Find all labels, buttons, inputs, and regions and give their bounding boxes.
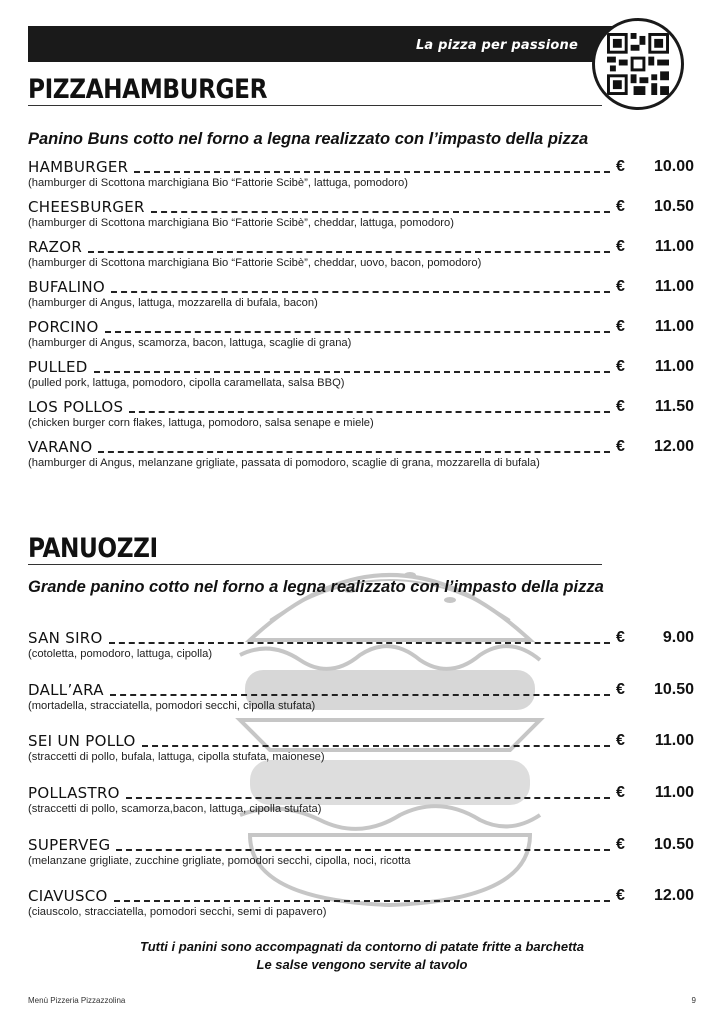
currency-symbol: € bbox=[616, 438, 625, 455]
dotted-leader bbox=[151, 211, 610, 213]
item-description: (pulled pork, lattuga, pomodoro, cipolla caramellata, salsa BBQ) bbox=[28, 377, 345, 389]
item-price: 11.00 bbox=[654, 358, 694, 375]
item-name: BUFALINO bbox=[28, 278, 105, 296]
page-number: 9 bbox=[691, 996, 696, 1005]
menu-item bbox=[28, 834, 694, 870]
item-description: (hamburger di Angus, melanzane grigliate, passata di pomodoro, scaglie di grana, mozzarella di bufala) bbox=[28, 457, 540, 469]
item-price: 10.50 bbox=[653, 681, 694, 698]
header-bar bbox=[28, 26, 618, 62]
item-price: 11.00 bbox=[654, 278, 694, 295]
menu-item bbox=[28, 156, 694, 192]
item-price: 10.50 bbox=[653, 198, 694, 215]
currency-symbol: € bbox=[616, 158, 625, 175]
menu-item bbox=[28, 276, 694, 312]
currency-symbol: € bbox=[616, 278, 625, 295]
item-description: (chicken burger corn flakes, lattuga, pomodoro, salsa senape e miele) bbox=[28, 417, 374, 429]
item-description: (straccetti di pollo, bufala, lattuga, cipolla stufata, maionese) bbox=[28, 751, 325, 763]
currency-symbol: € bbox=[616, 681, 625, 698]
item-price: 11.00 bbox=[654, 318, 694, 335]
currency-symbol: € bbox=[616, 732, 625, 749]
menu-item bbox=[28, 436, 694, 472]
item-name: SUPERVEG bbox=[28, 836, 111, 854]
item-name: CHEESBURGER bbox=[28, 198, 145, 216]
title-rule bbox=[28, 564, 602, 565]
item-price: 12.00 bbox=[653, 438, 694, 455]
section-title-panuozzi: PANUOZZI bbox=[28, 533, 158, 564]
dotted-leader bbox=[114, 900, 610, 902]
item-name: RAZOR bbox=[28, 238, 83, 256]
section-subtitle-pizzahamburger: Panino Buns cotto nel forno a legna realizzato con l’impasto della pizza bbox=[28, 130, 589, 148]
section-subtitle-panuozzi: Grande panino cotto nel forno a legna realizzato con l’impasto della pizza bbox=[28, 578, 604, 596]
item-description: (cotoletta, pomodoro, lattuga, cipolla) bbox=[28, 648, 213, 660]
dotted-leader bbox=[109, 642, 610, 644]
dotted-leader bbox=[134, 171, 610, 173]
menu-item bbox=[28, 730, 694, 766]
item-name: HAMBURGER bbox=[28, 158, 129, 176]
item-name: POLLASTRO bbox=[28, 784, 120, 802]
item-name: VARANO bbox=[28, 438, 93, 456]
footer-menu-name: Menù Pizzeria Pizzazzolina bbox=[28, 996, 126, 1005]
dotted-leader bbox=[105, 331, 610, 333]
item-name: LOS POLLOS bbox=[28, 398, 124, 416]
item-name: SEI UN POLLO bbox=[28, 732, 136, 750]
dotted-leader bbox=[126, 797, 610, 799]
currency-symbol: € bbox=[616, 784, 625, 801]
item-name: DALL’ARA bbox=[28, 681, 104, 699]
item-price: 11.00 bbox=[654, 732, 694, 749]
dotted-leader bbox=[98, 451, 610, 453]
item-description: (hamburger di Scottona marchigiana Bio “Fattorie Scibè”, cheddar, uovo, bacon, pomodoro) bbox=[28, 257, 482, 269]
item-name: SAN SIRO bbox=[28, 629, 103, 647]
item-description: (hamburger di Angus, lattuga, mozzarella di bufala, bacon) bbox=[28, 297, 318, 309]
item-description: (mortadella, stracciatella, pomodori secchi, cipolla stufata) bbox=[28, 700, 316, 712]
menu-item bbox=[28, 196, 694, 232]
item-description: (ciauscolo, stracciatella, pomodori secchi, semi di papavero) bbox=[28, 906, 327, 918]
currency-symbol: € bbox=[616, 629, 625, 646]
item-name: PORCINO bbox=[28, 318, 99, 336]
currency-symbol: € bbox=[616, 238, 625, 255]
item-description: (straccetti di pollo, scamorza,bacon, lattuga, cipolla stufata) bbox=[28, 803, 322, 815]
note-fries: Tutti i panini sono accompagnati da contorno di patate fritte a barchetta bbox=[140, 939, 584, 954]
item-price: 11.00 bbox=[654, 784, 694, 801]
currency-symbol: € bbox=[616, 398, 625, 415]
item-price: 11.00 bbox=[654, 238, 694, 255]
item-name: CIAVUSCO bbox=[28, 887, 108, 905]
currency-symbol: € bbox=[616, 887, 625, 904]
qr-code-graphic bbox=[607, 33, 669, 95]
item-description: (melanzane grigliate, zucchine grigliate, pomodori secchi, cipolla, noci, ricotta bbox=[28, 855, 411, 867]
menu-item bbox=[28, 316, 694, 352]
title-rule bbox=[28, 105, 602, 106]
dotted-leader bbox=[88, 251, 610, 253]
menu-item bbox=[28, 782, 694, 818]
currency-symbol: € bbox=[616, 318, 625, 335]
menu-item bbox=[28, 885, 694, 921]
menu-item bbox=[28, 356, 694, 392]
item-price: 9.00 bbox=[662, 629, 694, 646]
item-price: 12.00 bbox=[653, 887, 694, 904]
dotted-leader bbox=[116, 849, 610, 851]
dotted-leader bbox=[110, 694, 610, 696]
dotted-leader bbox=[129, 411, 610, 413]
menu-item bbox=[28, 236, 694, 272]
section-title-pizzahamburger: PIZZAHAMBURGER bbox=[28, 74, 268, 105]
dotted-leader bbox=[142, 745, 610, 747]
tagline: La pizza per passione bbox=[415, 38, 578, 53]
item-description: (hamburger di Scottona marchigiana Bio “Fattorie Scibè”, cheddar, lattuga, pomodoro) bbox=[28, 217, 454, 229]
item-description: (hamburger di Scottona marchigiana Bio “Fattorie Scibè”, lattuga, pomodoro) bbox=[28, 177, 408, 189]
currency-symbol: € bbox=[616, 358, 625, 375]
note-sauces: Le salse vengono servite al tavolo bbox=[256, 957, 468, 972]
menu-item bbox=[28, 627, 694, 663]
currency-symbol: € bbox=[616, 836, 625, 853]
item-name: PULLED bbox=[28, 358, 88, 376]
item-description: (hamburger di Angus, scamorza, bacon, lattuga, scaglie di grana) bbox=[28, 337, 352, 349]
menu-item bbox=[28, 679, 694, 715]
item-price: 10.50 bbox=[653, 836, 694, 853]
item-price: 10.00 bbox=[653, 158, 694, 175]
dotted-leader bbox=[111, 291, 610, 293]
menu-item bbox=[28, 396, 694, 432]
dotted-leader bbox=[94, 371, 610, 373]
currency-symbol: € bbox=[616, 198, 625, 215]
item-price: 11.50 bbox=[654, 398, 694, 415]
qr-code-icon[interactable] bbox=[592, 18, 684, 110]
